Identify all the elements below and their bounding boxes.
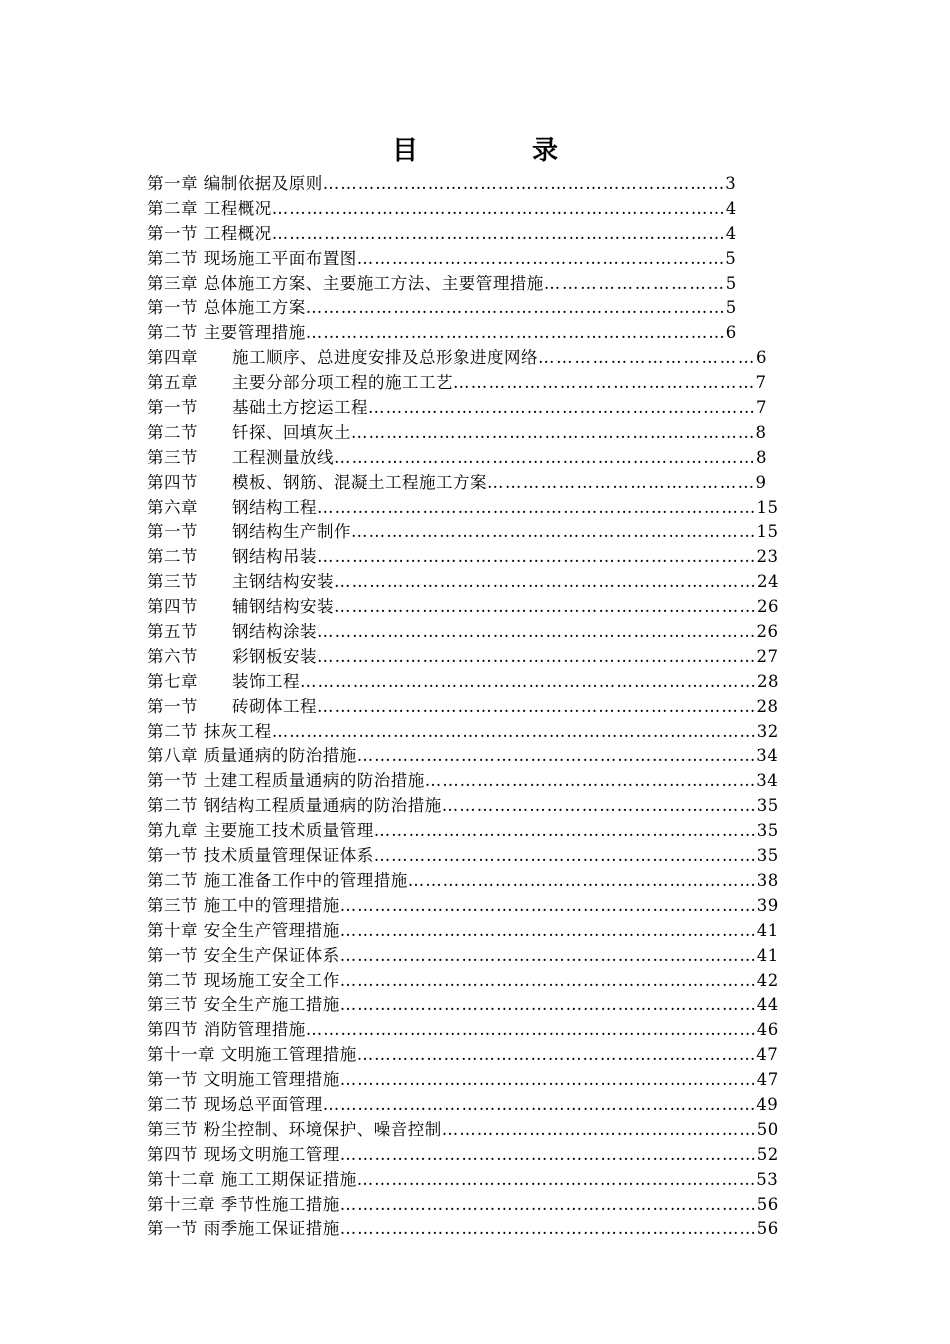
toc-page-number: 47 [756, 1045, 779, 1065]
toc-entry-label: 第三节 工程测量放线 [147, 447, 334, 467]
toc-page-number: 35 [756, 846, 779, 866]
toc-leader-dots: …………………………………………………………………… [300, 671, 757, 691]
toc-entry-line [147, 446, 767, 471]
toc-entry-label: 第三节 施工中的管理措施 [147, 895, 340, 915]
toc-entry[interactable] [147, 794, 807, 819]
toc-entry-label: 第四章 施工顺序、总进度安排及总形象进度网络 [147, 348, 538, 368]
toc-entry-line [147, 869, 779, 894]
toc-entry-label: 第二节 主要管理措施 [147, 323, 306, 343]
toc-page-number: 7 [755, 373, 767, 393]
toc-page-number: 15 [756, 522, 779, 542]
toc-entry-label: 第三节 安全生产施工措施 [147, 995, 340, 1015]
toc-entry[interactable] [147, 1118, 807, 1143]
toc-entry-label: 第三节 主钢结构安装 [147, 572, 334, 592]
toc-leader-dots: ……………………………………………………………… [334, 597, 757, 617]
toc-entry-line [147, 894, 779, 919]
toc-leader-dots: …………………………………………………………………… [271, 198, 726, 218]
toc-entry-label: 第三节 粉尘控制、环境保护、噪音控制 [147, 1119, 442, 1139]
toc-leader-dots: ……………………………………………… [441, 796, 757, 816]
toc-entry-line [147, 197, 737, 222]
toc-entry-label: 第十一章 文明施工管理措施 [147, 1045, 357, 1065]
toc-entry-label: 第二节 施工准备工作中的管理措施 [147, 870, 408, 890]
toc-entry-label: 第四节 消防管理措施 [147, 1020, 306, 1040]
toc-entry[interactable] [147, 769, 807, 794]
toc-entry-label: 第八章 质量通病的防治措施 [147, 746, 357, 766]
toc-entry-line [147, 744, 778, 769]
toc-entry-label: 第十二章 施工工期保证措施 [147, 1169, 357, 1189]
toc-entry-label: 第二节 抹灰工程 [147, 721, 272, 741]
toc-leader-dots: ……………………………………………………………… [339, 945, 757, 965]
toc-entry-label: 第四节 现场文明施工管理 [147, 1144, 340, 1164]
toc-page-number: 8 [756, 447, 767, 467]
toc-page-number: 5 [725, 298, 737, 318]
toc-leader-dots: ……………………………… [538, 348, 756, 368]
toc-entry[interactable] [147, 670, 807, 695]
toc-entry[interactable] [147, 421, 807, 446]
toc-entry[interactable] [147, 296, 807, 321]
toc-entry[interactable] [147, 620, 807, 645]
toc-leader-dots: ……………………………………………… [441, 1119, 757, 1139]
toc-entry[interactable] [147, 1193, 807, 1218]
toc-leader-dots: ………………………………………………………… [368, 398, 756, 418]
toc-page-number: 28 [757, 671, 779, 691]
toc-entry-line [147, 471, 767, 496]
toc-entry-line [147, 545, 779, 570]
toc-entry[interactable] [147, 695, 807, 720]
toc-entry-label: 第二节 钢结构吊装 [147, 547, 317, 567]
toc-page-number: 42 [756, 970, 779, 990]
toc-entry-label: 第二节 现场总平面管理 [147, 1094, 323, 1114]
toc-entry-line [147, 272, 737, 297]
toc-entry-label: 第二节 钎探、回填灰土 [147, 422, 351, 442]
toc-entry-label: 第二章 工程概况 [147, 198, 272, 218]
toc-page-number: 50 [756, 1119, 779, 1139]
toc-entry-label: 第二节 现场施工平面布置图 [147, 248, 357, 268]
toc-entry-line [147, 520, 779, 545]
toc-entry[interactable] [147, 346, 807, 371]
toc-leader-dots: ……………………………………………………………… [339, 1070, 757, 1090]
toc-page-number: 23 [756, 547, 779, 567]
toc-page-number: 6 [756, 348, 767, 368]
toc-leader-dots: ……………………………………………………………… [305, 323, 726, 343]
toc-entry[interactable] [147, 1143, 807, 1168]
toc-entry-label: 第一节 砖砌体工程 [147, 696, 317, 716]
toc-entry-line [147, 1043, 778, 1068]
toc-leader-dots: …………………………………………………… [407, 870, 757, 890]
toc-entry[interactable] [147, 570, 807, 595]
toc-entry-label: 第二节 钢结构工程质量通病的防治措施 [147, 796, 442, 816]
toc-entry[interactable] [147, 645, 807, 670]
toc-entry-label: 第九章 主要施工技术质量管理 [147, 821, 374, 841]
toc-leader-dots: ………………………………………………………………… [317, 696, 757, 716]
toc-entry-label: 第六章 钢结构工程 [147, 497, 317, 517]
toc-leader-dots: ……………………………………… [487, 472, 756, 492]
toc-page-number: 27 [756, 646, 779, 666]
toc-title: 目 录 [391, 136, 602, 166]
toc-entry-line [147, 172, 736, 197]
toc-entry-line [147, 620, 779, 645]
toc-entry-label: 第四节 模板、钢筋、混凝土工程施工方案 [147, 472, 487, 492]
toc-entry-label: 第一节 技术质量管理保证体系 [147, 846, 374, 866]
toc-entry-line [147, 595, 779, 620]
toc-entry-label: 第一节 文明施工管理措施 [147, 1070, 340, 1090]
toc-leader-dots: ……………………………………………………………… [334, 447, 756, 467]
toc-entry[interactable] [147, 471, 807, 496]
toc-entry[interactable] [147, 446, 807, 471]
toc-entry-label: 第一节 总体施工方案 [147, 298, 306, 318]
toc-page-number: 52 [756, 1144, 779, 1164]
toc-entry[interactable] [147, 869, 807, 894]
toc-leader-dots: ………………………………………………………………… [322, 1094, 757, 1114]
toc-leader-dots: …………………………………………………………… [351, 522, 757, 542]
toc-leader-dots: …………………………………………………………… [356, 1045, 757, 1065]
toc-page-number: 28 [756, 696, 779, 716]
toc-entry[interactable] [147, 1168, 807, 1193]
toc-entry-line [147, 1168, 778, 1193]
toc-leader-dots: ……………………………………………………………… [339, 895, 757, 915]
toc-leader-dots: ………………………………………………………………… [317, 547, 757, 567]
toc-entry-line [147, 1193, 779, 1218]
toc-entry-line [147, 371, 767, 396]
toc-entry-line [147, 346, 767, 371]
toc-entry-label: 第一节 钢结构生产制作 [147, 522, 351, 542]
toc-page-number: 39 [756, 895, 779, 915]
toc-entry-line [147, 993, 779, 1018]
toc-entry-label: 第十章 安全生产管理措施 [147, 920, 340, 940]
toc-leader-dots: ……………………………………………………………… [339, 995, 757, 1015]
toc-entry-line [147, 1118, 779, 1143]
toc-page-number: 53 [756, 1169, 779, 1189]
toc-list [147, 172, 807, 1242]
toc-leader-dots: ………………………………………………………………… [317, 497, 757, 517]
toc-page-number: 44 [756, 995, 779, 1015]
toc-entry[interactable] [147, 1093, 807, 1118]
toc-leader-dots: ……………………………………………………………… [339, 1194, 757, 1214]
toc-entry[interactable] [147, 819, 807, 844]
toc-entry-line [147, 769, 778, 794]
toc-page-number: 34 [756, 746, 779, 766]
toc-page-number: 46 [756, 1020, 779, 1040]
toc-entry-line [147, 1068, 779, 1093]
toc-leader-dots: ……………………………………………………… [356, 248, 726, 268]
toc-page-number: 34 [756, 771, 779, 791]
toc-leader-dots: ……………………………………………………………… [339, 1144, 757, 1164]
toc-leader-dots: ………………………………………………………………………… [271, 721, 757, 741]
toc-entry[interactable] [147, 595, 807, 620]
toc-page-number: 56 [756, 1219, 779, 1239]
toc-leader-dots: …………………………………………………………… [322, 174, 726, 193]
toc-leader-dots: ………………………………………………………………… [317, 646, 757, 666]
toc-entry-line [147, 1143, 779, 1168]
toc-entry-line [147, 794, 779, 819]
toc-entry-label: 第四节 辅钢结构安装 [147, 597, 334, 617]
toc-page-number: 56 [756, 1194, 779, 1214]
toc-leader-dots: ………………………… [543, 273, 726, 293]
toc-entry-label: 第五章 主要分部分项工程的施工工艺 [147, 373, 453, 393]
toc-entry-label: 第三章 总体施工方案、主要施工方法、主要管理措施 [147, 273, 544, 293]
toc-leader-dots: …………………………………………………………… [351, 422, 756, 442]
toc-leader-dots: ……………………………………………………………… [339, 1219, 757, 1239]
toc-entry-line [147, 296, 737, 321]
toc-entry-line [147, 222, 737, 247]
toc-leader-dots: ………………………………………………………… [373, 821, 757, 841]
toc-page-number: 32 [756, 721, 779, 741]
toc-page-number: 5 [725, 273, 737, 293]
toc-entry[interactable] [147, 321, 807, 346]
toc-page-number: 38 [756, 870, 779, 890]
toc-entry-line [147, 247, 736, 272]
toc-entry-line [147, 844, 779, 869]
toc-entry[interactable] [147, 844, 807, 869]
toc-entry-line [147, 919, 779, 944]
toc-entry[interactable] [147, 272, 807, 297]
toc-page-number: 24 [757, 572, 779, 592]
toc-entry[interactable] [147, 371, 807, 396]
toc-leader-dots: ………………………………………………………… [373, 846, 757, 866]
toc-entry-line [147, 1093, 778, 1118]
toc-entry[interactable] [147, 545, 807, 570]
toc-leader-dots: …………………………………………………………… [356, 746, 757, 766]
toc-entry[interactable] [147, 744, 807, 769]
toc-entry[interactable] [147, 172, 807, 197]
toc-leader-dots: ……………………………………………………………… [305, 298, 726, 318]
toc-entry-line [147, 496, 779, 521]
toc-entry-label: 第二节 现场施工安全工作 [147, 970, 340, 990]
toc-entry[interactable] [147, 222, 807, 247]
toc-entry-label: 第六节 彩钢板安装 [147, 646, 317, 666]
toc-page-number: 26 [757, 597, 779, 617]
toc-leader-dots: ……………………………………………………………… [334, 572, 757, 592]
toc-entry[interactable] [147, 1217, 807, 1242]
toc-entry[interactable] [147, 993, 807, 1018]
toc-leader-dots: ………………………………………………… [424, 771, 757, 791]
toc-leader-dots: ……………………………………………………………… [339, 920, 757, 940]
toc-entry-line [147, 944, 779, 969]
toc-entry-label: 第一节 基础土方挖运工程 [147, 398, 368, 418]
toc-entry-label: 第一节 土建工程质量通病的防治措施 [147, 771, 425, 791]
toc-page-number: 47 [756, 1070, 779, 1090]
toc-page-number: 35 [756, 821, 779, 841]
toc-entry[interactable] [147, 1043, 807, 1068]
toc-entry[interactable] [147, 520, 807, 545]
toc-entry-line [147, 1217, 779, 1242]
toc-entry-line [147, 645, 779, 670]
toc-entry[interactable] [147, 1018, 807, 1043]
toc-entry-line [147, 421, 767, 446]
toc-entry-line [147, 570, 779, 595]
toc-entry-line [147, 321, 737, 346]
toc-entry-label: 第一节 雨季施工保证措施 [147, 1219, 340, 1239]
toc-page-number: 4 [725, 223, 737, 243]
toc-entry[interactable] [147, 1068, 807, 1093]
toc-page-number: 26 [756, 622, 779, 642]
toc-entry-line [147, 396, 767, 421]
toc-page-number: 35 [756, 796, 779, 816]
toc-leader-dots: …………………………………………………………… [356, 1169, 757, 1189]
toc-page-number: 6 [725, 323, 737, 343]
toc-leader-dots: …………………………………………… [453, 373, 756, 393]
toc-page-number: 49 [756, 1094, 779, 1114]
toc-page-number: 8 [755, 422, 767, 442]
toc-page-number: 41 [756, 920, 779, 940]
toc-page-number: 4 [725, 198, 737, 218]
toc-entry[interactable] [147, 720, 807, 745]
toc-entry-label: 第十三章 季节性施工措施 [147, 1194, 340, 1214]
toc-entry-label: 第五节 钢结构涂装 [147, 622, 317, 642]
toc-page-number: 15 [756, 497, 779, 517]
toc-entry[interactable] [147, 919, 807, 944]
toc-entry[interactable] [147, 944, 807, 969]
toc-entry[interactable] [147, 247, 807, 272]
toc-entry-line [147, 720, 779, 745]
toc-entry[interactable] [147, 969, 807, 994]
toc-page-number: 5 [725, 248, 737, 268]
toc-entry-label: 第七章 装饰工程 [147, 671, 300, 691]
toc-entry[interactable] [147, 894, 807, 919]
toc-entry-label: 第一章 编制依据及原则 [147, 174, 323, 193]
toc-leader-dots: …………………………………………………………………… [305, 1020, 757, 1040]
toc-entry[interactable] [147, 496, 807, 521]
toc-entry-line [147, 670, 779, 695]
toc-entry[interactable] [147, 197, 807, 222]
toc-leader-dots: ……………………………………………………………… [339, 970, 757, 990]
toc-page-number: 7 [756, 398, 767, 418]
toc-entry-line [147, 969, 779, 994]
toc-leader-dots: ………………………………………………………………… [317, 622, 757, 642]
toc-entry-label: 第一节 工程概况 [147, 223, 272, 243]
toc-entry-line [147, 1018, 779, 1043]
toc-entry-line [147, 819, 779, 844]
toc-leader-dots: …………………………………………………………………… [271, 223, 726, 243]
toc-page-number: 9 [755, 472, 767, 492]
toc-entry-label: 第一节 安全生产保证体系 [147, 945, 340, 965]
toc-entry-line [147, 695, 779, 720]
toc-page-number: 41 [756, 945, 779, 965]
toc-entry[interactable] [147, 396, 807, 421]
toc-page-number: 3 [725, 174, 737, 193]
